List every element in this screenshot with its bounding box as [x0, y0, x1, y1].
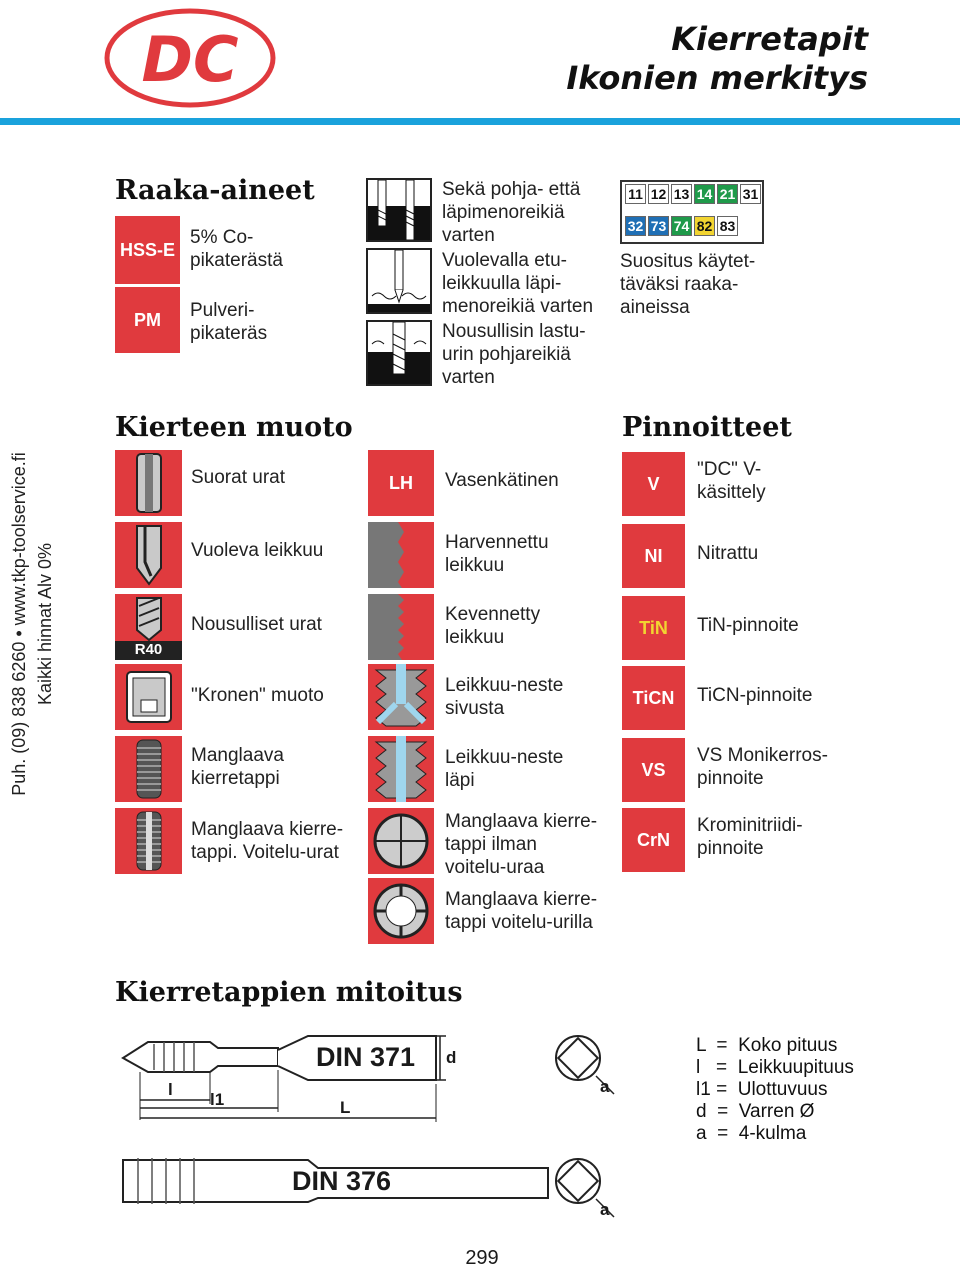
left-hand-icon: LH: [368, 450, 434, 516]
coating-text-tin: TiN-pinnoite: [697, 615, 799, 636]
logo-text: DC: [141, 23, 239, 96]
din376-drawing: [118, 1150, 558, 1210]
form-mid-5-text: Leikkuu-neste läpi: [445, 747, 564, 791]
spiral-point-flute-icon: [115, 522, 182, 588]
material-cell-14: 14: [694, 184, 715, 204]
coating-text-v: "DC" V- käsittely: [697, 459, 766, 503]
coating-text-vs: VS Monikerros- pinnoite: [697, 745, 828, 789]
coating-text-crn: Krominitriidi- pinnoite: [697, 815, 803, 859]
spiral-flute-icon: [366, 320, 432, 386]
legend-l1: l1 = Ulottuvuus: [696, 1079, 828, 1100]
side-contact-line1: Puh. (09) 838 6260 • www.tkp-toolservice.fi: [9, 452, 29, 796]
coolant-through-icon: [368, 736, 434, 802]
din376-a-label: a: [600, 1200, 610, 1219]
material-cell-31: 31: [740, 184, 761, 204]
material-cell-21: 21: [717, 184, 738, 204]
form-mid-2-text: Harvennettu leikkuu: [445, 532, 549, 576]
din371-L-label: L: [340, 1098, 351, 1117]
form-left-2-text: Vuoleva leikkuu: [191, 540, 324, 561]
legend-a: a = 4-kulma: [696, 1123, 807, 1144]
legend-d: d = Varren Ø: [696, 1101, 815, 1122]
coating-badge-vs: VS: [622, 738, 685, 802]
forming-tap-oil-groove-icon: [115, 808, 182, 874]
badge-pm: PM: [115, 287, 180, 353]
legend-L: L = Koko pituus: [696, 1035, 838, 1056]
coating-badge-ticn: TiCN: [622, 666, 685, 730]
coolant-side-icon: [368, 664, 434, 730]
form-mid-1-text: Vasenkätinen: [445, 470, 559, 491]
din371-l1-label: l1: [210, 1090, 225, 1109]
coating-badge-crn: CrN: [622, 808, 685, 872]
forming-with-groove-icon: [368, 878, 434, 944]
relieved-thread-icon: [368, 594, 434, 660]
form-left-1-text: Suorat urat: [191, 467, 285, 488]
spiral-flute-r40-icon: [115, 594, 182, 660]
page-title-line1: Kierretapit: [671, 20, 868, 58]
form-mid-3-text: Kevennetty leikkuu: [445, 604, 541, 648]
coating-badge-tin: TiN: [622, 596, 685, 660]
material-cell-73: 73: [648, 216, 669, 236]
form-left-3-text: Nousulliset urat: [191, 614, 322, 635]
heading-pinnoitteet: Pinnoitteet: [622, 412, 792, 443]
din371-drawing: [118, 1030, 478, 1125]
material-hss-e-text: 5% Co- pikaterästä: [190, 227, 283, 271]
spiral-point-icon: [366, 248, 432, 314]
dc-logo: [104, 8, 276, 108]
heading-kierteen-muoto: Kierteen muoto: [115, 412, 353, 443]
heading-raaka-aineet: Raaka-aineet: [115, 175, 315, 206]
hole-type-3-text: Nousullisin lastu- urin pohjareikiä varten: [442, 321, 586, 388]
din376-square-icon: [552, 1155, 622, 1225]
form-mid-4-text: Leikkuu-neste sivusta: [445, 675, 564, 719]
blind-and-through-hole-icon: [366, 178, 432, 242]
form-left-4-text: "Kronen" muoto: [191, 685, 324, 706]
coating-badge-ni: NI: [622, 524, 685, 588]
form-left-6-text: Manglaava kierre- tappi. Voitelu-urat: [191, 819, 344, 863]
coating-text-ni: Nitrattu: [697, 543, 759, 564]
material-cell-74: 74: [671, 216, 692, 236]
form-mid-6-text: Manglaava kierre- tappi ilman voitelu-uraa: [445, 811, 598, 878]
legend-l: l = Leikkuupituus: [696, 1057, 854, 1078]
header-divider: [0, 118, 960, 125]
heading-mitoitus: Kierretappien mitoitus: [115, 977, 463, 1008]
material-cell-82: 82: [694, 216, 715, 236]
material-cell-83: 83: [717, 216, 738, 236]
material-pm-text: Pulveri- pikateräs: [190, 300, 268, 344]
material-grid: [620, 180, 764, 244]
material-cell-12: 12: [648, 184, 669, 204]
material-cell-32: 32: [625, 216, 646, 236]
forming-no-groove-icon: [368, 808, 434, 874]
din371-square-icon: [552, 1032, 622, 1102]
interrupted-thread-icon: [368, 522, 434, 588]
din371-d-label: d: [446, 1048, 457, 1067]
form-left-5-text: Manglaava kierretappi: [191, 745, 284, 789]
form-mid-7-text: Manglaava kierre- tappi voitelu-urilla: [445, 889, 598, 933]
hole-type-2-text: Vuolevalla etu- leikkuulla läpi- menoreikiä varten: [442, 250, 594, 317]
hole-type-1-text: Sekä pohja- että läpimenoreikiä varten: [442, 179, 581, 246]
forming-tap-icon: [115, 736, 182, 802]
straight-flute-icon: [115, 450, 182, 516]
coating-text-ticn: TiCN-pinnoite: [697, 685, 813, 706]
badge-hss-e: HSS-E: [115, 216, 180, 284]
r40-label: R40: [134, 641, 163, 658]
material-cell-11: 11: [625, 184, 646, 204]
din371-a-label: a: [600, 1077, 610, 1096]
material-cell-13: 13: [671, 184, 692, 204]
page-title-line2: Ikonien merkitys: [566, 59, 868, 97]
side-contact-line2: Kaikki hinnat Alv 0%: [35, 542, 55, 706]
coating-badge-v: V: [622, 452, 685, 516]
din371-l-label: l: [168, 1080, 173, 1099]
side-contact: [6, 414, 58, 834]
din376-label: DIN 376: [292, 1166, 392, 1196]
material-grid-caption: Suositus käytet- täväksi raaka- aineissa: [620, 251, 756, 318]
page-number: 299: [465, 1247, 499, 1269]
crown-form-icon: [115, 664, 182, 730]
din371-label: DIN 371: [316, 1042, 416, 1072]
